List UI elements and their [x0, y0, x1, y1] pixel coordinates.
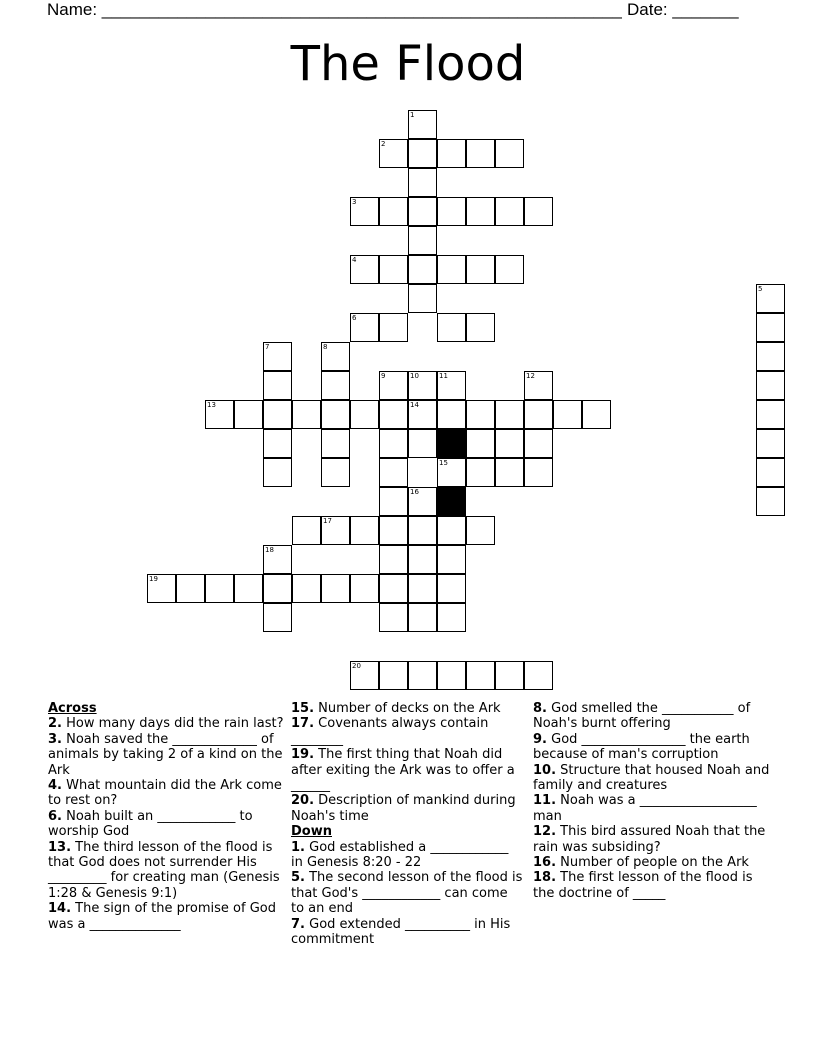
clue-item: [291, 747, 523, 793]
clue-number: 3.: [48, 731, 62, 747]
grid-cell[interactable]: [321, 574, 350, 603]
black-cell: [437, 429, 466, 458]
clue-text: What mountain did the Ark come to rest on?: [48, 778, 282, 809]
grid-cell[interactable]: [379, 255, 408, 284]
grid-cell[interactable]: [292, 574, 321, 603]
clue-item: [291, 870, 523, 916]
clue-item: [533, 793, 773, 824]
clue-text: God ________________ the earth because of man's corruption: [533, 731, 750, 763]
grid-cell[interactable]: [379, 458, 408, 487]
clue-text: Noah saved the _____________ of animals by taking 2 of a kind on the Ark: [48, 731, 283, 778]
clue-number: 14.: [48, 901, 72, 917]
grid-cell[interactable]: [495, 197, 524, 226]
grid-cell[interactable]: [524, 400, 553, 429]
clue-number: 20.: [291, 793, 315, 809]
grid-cell[interactable]: [437, 545, 466, 574]
clue-text: God smelled the ___________ of Noah's burnt offering: [533, 701, 751, 732]
clue-number: 1.: [291, 839, 305, 855]
grid-cell[interactable]: [408, 429, 437, 458]
grid-cell[interactable]: [437, 255, 466, 284]
clue-number-12: 12: [526, 372, 535, 380]
clue-text: Number of people on the Ark: [556, 855, 749, 871]
clue-number-4: 4: [352, 256, 357, 264]
grid-cell[interactable]: [495, 400, 524, 429]
clue-number-10: 10: [410, 372, 419, 380]
grid-cell[interactable]: [524, 197, 553, 226]
clue-item: [291, 716, 523, 747]
grid-cell[interactable]: [408, 139, 437, 168]
clue-number: 12.: [533, 824, 557, 840]
date-field: Date: _______: [627, 0, 739, 19]
clue-number-8: 8: [323, 343, 328, 351]
grid-cell[interactable]: [379, 429, 408, 458]
clue-text: Noah was a __________________ man: [533, 793, 757, 824]
grid-cell[interactable]: [408, 226, 437, 255]
clue-item: [533, 732, 773, 763]
clue-text: The first thing that Noah did after exiting the Ark was to offer a ______: [291, 747, 515, 794]
grid-cell[interactable]: [176, 574, 205, 603]
grid-cell[interactable]: [437, 197, 466, 226]
grid-cell[interactable]: [437, 574, 466, 603]
clue-number: 17.: [291, 716, 315, 732]
clue-item: [48, 732, 284, 778]
grid-cell[interactable]: [437, 139, 466, 168]
grid-cell[interactable]: [466, 516, 495, 545]
clues-column-1: [48, 701, 284, 932]
clue-number-19: 19: [149, 575, 158, 583]
grid-cell[interactable]: [234, 574, 263, 603]
clue-number-13: 13: [207, 401, 216, 409]
grid-cell[interactable]: [437, 516, 466, 545]
grid-cell[interactable]: [408, 255, 437, 284]
clue-item: [291, 793, 523, 824]
grid-cell[interactable]: [408, 197, 437, 226]
grid-cell[interactable]: [466, 429, 495, 458]
grid-cell[interactable]: [321, 400, 350, 429]
grid-cell[interactable]: [234, 400, 263, 429]
clue-number-17: 17: [323, 517, 332, 525]
grid-cell[interactable]: [379, 574, 408, 603]
grid-cell[interactable]: [379, 313, 408, 342]
clue-text: How many days did the rain last?: [61, 716, 284, 732]
grid-cell[interactable]: [524, 458, 553, 487]
clue-number: 6.: [48, 808, 62, 824]
clue-number-16: 16: [410, 488, 419, 496]
clue-item: [48, 901, 284, 932]
clue-number: 16.: [533, 855, 557, 871]
grid-cell[interactable]: [408, 661, 437, 690]
clue-number-7: 7: [265, 343, 270, 351]
clue-number: 18.: [533, 870, 557, 886]
grid-cell[interactable]: [756, 371, 785, 400]
grid-cell[interactable]: [466, 313, 495, 342]
grid-cell[interactable]: [350, 516, 379, 545]
grid-cell[interactable]: [553, 400, 582, 429]
grid-cell[interactable]: [756, 313, 785, 342]
clues-column-2: [291, 701, 523, 948]
clue-item: [533, 824, 773, 855]
clue-text: Covenants always contain ________: [291, 716, 489, 747]
clue-item: [48, 840, 284, 902]
clue-item: [48, 716, 284, 731]
clue-item: [533, 855, 773, 870]
grid-cell[interactable]: [408, 545, 437, 574]
grid-cell[interactable]: [437, 313, 466, 342]
clues-column-3: [533, 701, 773, 901]
grid-cell[interactable]: [756, 342, 785, 371]
clue-text: The third lesson of the flood is that God does not surrender His _________ for creating man (Genesis 1:28 & Genesis 9:1): [48, 839, 280, 901]
clue-item: [48, 809, 284, 840]
grid-cell[interactable]: [263, 429, 292, 458]
grid-cell[interactable]: [495, 255, 524, 284]
grid-cell[interactable]: [582, 400, 611, 429]
grid-cell[interactable]: [263, 603, 292, 632]
clue-number: 13.: [48, 839, 72, 855]
grid-cell[interactable]: [379, 603, 408, 632]
clue-text: The sign of the promise of God was a ______________: [48, 901, 276, 932]
clue-text: This bird assured Noah that the rain was subsiding?: [533, 824, 766, 855]
grid-cell[interactable]: [466, 400, 495, 429]
clue-number: 19.: [291, 747, 315, 763]
clue-number-3: 3: [352, 198, 357, 206]
grid-cell[interactable]: [437, 661, 466, 690]
clue-number-20: 20: [352, 662, 361, 670]
grid-cell[interactable]: [466, 458, 495, 487]
clue-item: [533, 763, 773, 794]
clue-text: The second lesson of the flood is that God's ____________ can come to an end: [291, 870, 523, 917]
across-heading: Across: [48, 701, 97, 716]
grid-cell[interactable]: [756, 487, 785, 516]
grid-cell[interactable]: [321, 371, 350, 400]
clue-text: Structure that housed Noah and family and creatures: [533, 762, 770, 794]
clue-number-1: 1: [410, 111, 415, 119]
grid-cell[interactable]: [408, 516, 437, 545]
down-heading: Down: [291, 824, 332, 840]
grid-cell[interactable]: [321, 458, 350, 487]
clue-number-15: 15: [439, 459, 448, 467]
grid-cell[interactable]: [408, 284, 437, 313]
grid-cell[interactable]: [437, 603, 466, 632]
grid-cell[interactable]: [437, 400, 466, 429]
grid-cell[interactable]: [379, 661, 408, 690]
clue-text: God extended __________ in His commitment: [291, 916, 511, 948]
clue-item: [291, 917, 523, 948]
grid-cell[interactable]: [524, 429, 553, 458]
clue-text: The first lesson of the flood is the doctrine of _____: [533, 870, 753, 901]
clue-item: [533, 870, 773, 901]
black-cell: [437, 487, 466, 516]
clue-number: 11.: [533, 793, 557, 809]
grid-cell[interactable]: [756, 429, 785, 458]
grid-cell[interactable]: [408, 603, 437, 632]
clue-number: 2.: [48, 716, 62, 732]
grid-cell[interactable]: [350, 400, 379, 429]
clue-number: 8.: [533, 701, 547, 716]
grid-cell[interactable]: [756, 400, 785, 429]
clue-text: God established a ____________ in Genesis 8:20 - 22: [291, 839, 509, 871]
grid-cell[interactable]: [292, 516, 321, 545]
clue-item: [291, 840, 523, 871]
grid-cell[interactable]: [379, 197, 408, 226]
clue-number-6: 6: [352, 314, 357, 322]
grid-cell[interactable]: [495, 139, 524, 168]
clue-number-14: 14: [410, 401, 419, 409]
clue-number: 10.: [533, 762, 557, 778]
clue-number-18: 18: [265, 546, 274, 554]
grid-cell[interactable]: [379, 487, 408, 516]
grid-cell[interactable]: [495, 661, 524, 690]
page-title: The Flood: [290, 36, 526, 92]
grid-cell[interactable]: [379, 400, 408, 429]
grid-cell[interactable]: [263, 371, 292, 400]
grid-cell[interactable]: [466, 139, 495, 168]
clue-item: [291, 701, 523, 716]
clue-item: [533, 701, 773, 732]
grid-cell[interactable]: [350, 574, 379, 603]
grid-cell[interactable]: [321, 429, 350, 458]
clue-number: 15.: [291, 701, 315, 716]
grid-cell[interactable]: [466, 255, 495, 284]
clue-text: Number of decks on the Ark: [314, 701, 501, 716]
grid-cell[interactable]: [292, 400, 321, 429]
clue-text: Description of mankind during Noah's time: [291, 793, 516, 824]
grid-cell[interactable]: [495, 429, 524, 458]
grid-cell[interactable]: [379, 545, 408, 574]
grid-cell[interactable]: [408, 574, 437, 603]
clue-number: 4.: [48, 778, 62, 794]
grid-cell[interactable]: [263, 458, 292, 487]
clue-number-11: 11: [439, 372, 448, 380]
grid-cell[interactable]: [756, 458, 785, 487]
clue-number: 7.: [291, 916, 305, 932]
grid-cell[interactable]: [205, 574, 234, 603]
clue-number-5: 5: [758, 285, 763, 293]
grid-cell[interactable]: [263, 400, 292, 429]
grid-cell[interactable]: [263, 574, 292, 603]
grid-cell[interactable]: [466, 197, 495, 226]
clue-number: 9.: [533, 731, 547, 747]
grid-cell[interactable]: [466, 661, 495, 690]
clue-item: [48, 778, 284, 809]
clue-number-2: 2: [381, 140, 386, 148]
grid-cell[interactable]: [495, 458, 524, 487]
clue-number-9: 9: [381, 372, 386, 380]
grid-cell[interactable]: [524, 661, 553, 690]
name-field: Name: _______________________________________________________: [47, 0, 622, 19]
clue-number: 5.: [291, 870, 305, 886]
grid-cell[interactable]: [379, 516, 408, 545]
clue-text: Noah built an ____________ to worship God: [48, 808, 253, 840]
grid-cell[interactable]: [408, 168, 437, 197]
